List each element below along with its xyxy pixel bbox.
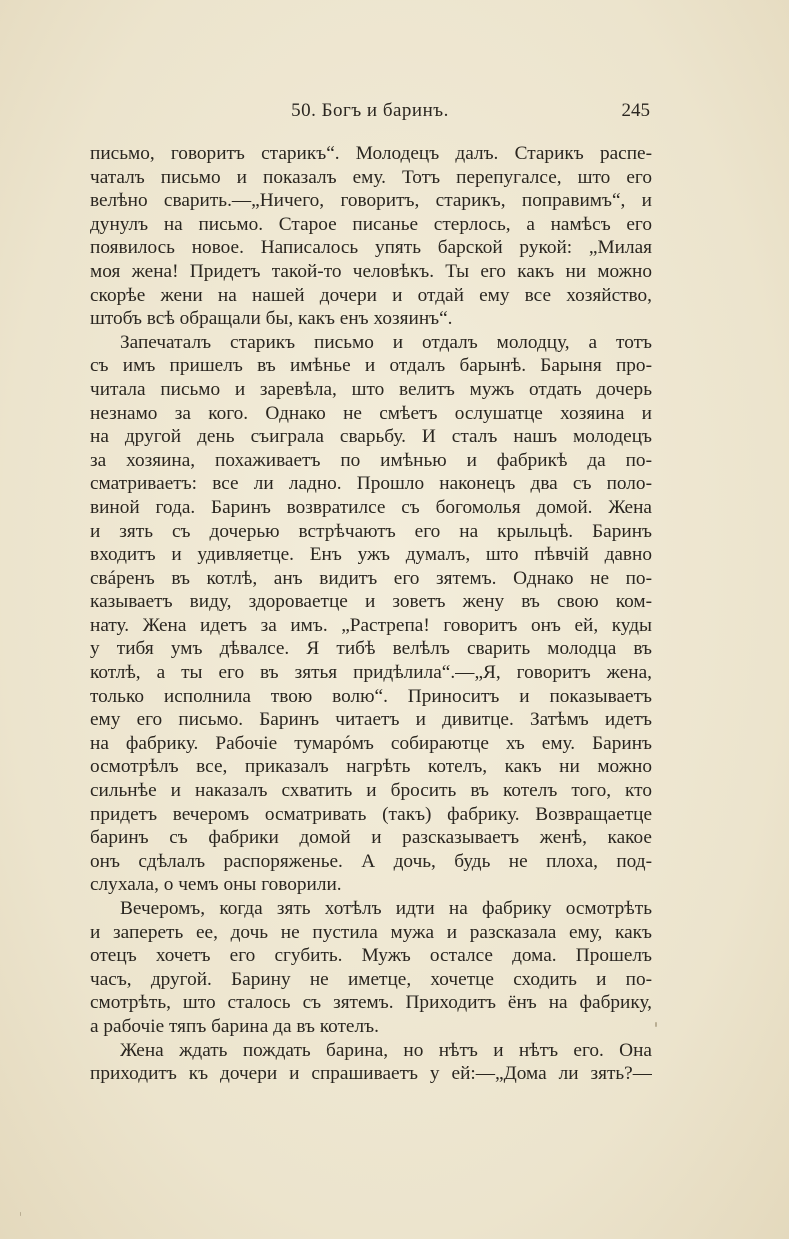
text-line: осмотрѣлъ все, приказалъ нагрѣть котелъ, какъ ни можно [90,756,652,778]
text-line: Жена ждать пождать барина, но нѣтъ и нѣтъ его. Она [120,1039,652,1061]
text-line: незнамо за кого. Однако не смѣетъ ослушатце хозяина и [90,402,652,424]
text-line: онъ сдѣлалъ распоряженье. А дочь, будь не плоха, под- [90,850,652,872]
body-text [90,142,652,1086]
text-line: только исполнила твою волю“. Приноситъ и показываетъ [90,685,652,707]
text-line: велѣно сварить.—„Ничего, говоритъ, старикъ, поправимъ“, и [90,190,652,212]
text-line: штобъ всѣ обращали бы, какъ енъ хозяинъ“. [90,308,453,330]
text-line: слухала, о чемъ оны говорили. [90,874,342,896]
text-line: сильнѣе и наказалъ схватить и бросить въ котелъ того, кто [90,780,652,802]
text-line: а рабочіе тяпъ барина да въ котелъ. [90,1015,379,1037]
text-line: моя жена! Придетъ такой-то человѣкъ. Ты его какъ ни можно [90,260,652,282]
text-line: сматриваетъ: все ли ладно. Прошло наконецъ два съ поло- [90,473,652,495]
text-line: у тибя умъ дѣвалсе. Я тибѣ велѣлъ сварить молодца въ [90,638,652,660]
chapter-title: 50. Богъ и баринъ. [291,100,449,121]
text-line: и зять съ дочерью встрѣчаютъ его на крыльцѣ. Баринъ [90,520,652,542]
text-line: читала письмо и заревѣла, што велитъ мужъ отдать дочерь [90,378,652,400]
running-header [90,100,650,130]
text-line: ему его письмо. Баринъ читаетъ и дивитце. Затѣмъ идетъ [90,709,652,731]
text-line: входитъ и удивляетце. Енъ ужъ думалъ, што пѣвчій давно [90,544,652,566]
text-line: на другой день съиграла сварьбу. И сталъ нашъ молодецъ [90,426,652,448]
text-line: съ имъ пришелъ въ имѣнье и отдалъ барынѣ. Барыня про- [90,355,652,377]
ink-speck [20,1212,21,1216]
text-line: котлѣ, а ты его въ зятья придѣлила“.—„Я, говоритъ жена, [90,662,652,684]
text-line: на фабрику. Рабочіе тумарóмъ собираютце хъ ему. Баринъ [90,732,652,754]
text-line: отецъ хочетъ его сгубить. Мужъ осталсе дома. Прошелъ [90,945,652,967]
text-line: появилось новое. Написалось упять барской рукой: „Милая [90,237,652,259]
text-line: нату. Жена идетъ за имъ. „Растрепа! говоритъ онъ ей, куды [90,614,652,636]
text-line: придетъ вечеромъ осматривать (такъ) фабрику. Возвращаетце [90,803,652,825]
text-line: Вечеромъ, когда зять хотѣлъ идти на фабрику осмотрѣть [120,898,652,919]
text-line: дунулъ на письмо. Старое писанье стерлось, а намѣсъ его [90,213,652,235]
text-line: Запечаталъ старикъ письмо и отдалъ молодцу, а тотъ [120,331,652,353]
text-line: свáренъ въ котлѣ, анъ видитъ его зятемъ. Однако не по- [90,567,652,589]
ink-speck [655,1022,657,1027]
text-line: часъ, другой. Барину не иметце, хочетце сходить и по- [90,968,652,990]
text-line: письмо, говоритъ старикъ“. Молодецъ далъ. Старикъ распе- [90,143,652,164]
page-number: 245 [621,100,650,121]
text-line: баринъ съ фабрики домой и разсказываетъ женѣ, какое [90,827,652,849]
text-line: за хозяина, похаживаетъ по имѣнью и фабрикѣ да по- [90,449,652,471]
text-line: скорѣе жени на нашей дочери и отдай ему все хозяйство, [90,284,652,306]
text-line: и запереть ее, дочь не пустила мужа и разсказала ему, какъ [90,921,652,943]
text-line: приходитъ къ дочери и спрашиваетъ у ей:—„Дома ли зять?— [90,1063,652,1085]
text-line: казываетъ виду, здороваетце и зоветъ жену въ свою ком- [90,591,652,613]
text-line: виной года. Баринъ возвратилсе съ богомолья домой. Жена [90,496,652,518]
text-line: чаталъ письмо и показалъ ему. Тотъ перепугалсе, што его [90,166,652,188]
text-line: смотрѣть, што сталось съ зятемъ. Приходитъ ёнъ на фабрику, [90,992,652,1014]
